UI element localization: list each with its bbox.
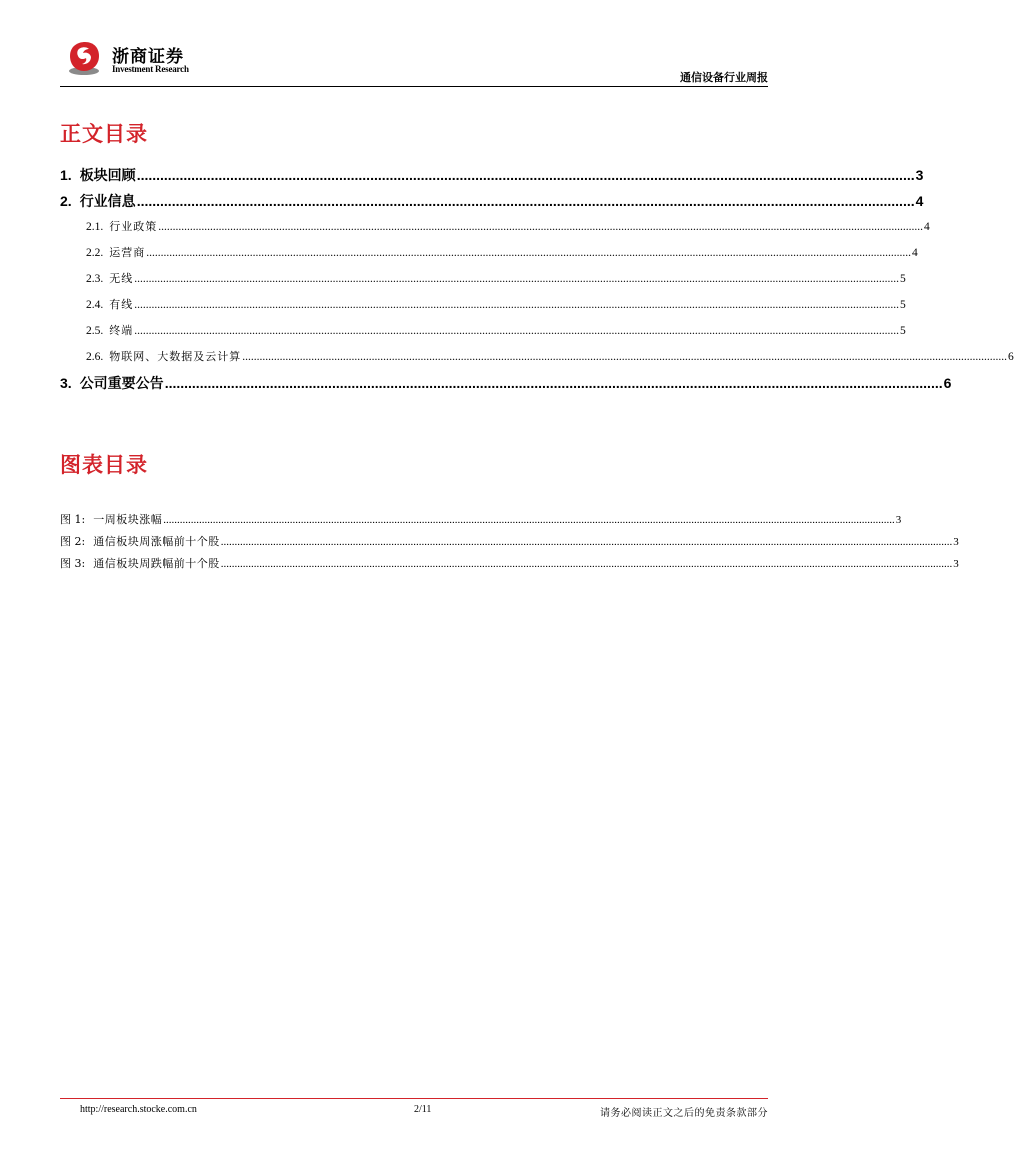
figure-entry-label: 通信板块周涨幅前十个股	[93, 535, 220, 548]
toc-entry-2[interactable]	[60, 191, 924, 211]
footer-disclaimer: 请务必阅读正文之后的免责条款部分	[600, 1108, 768, 1119]
toc-entry-page: 4	[912, 247, 918, 259]
toc-entry-label: 有线	[109, 298, 134, 311]
figure-entry-page: 3	[895, 514, 902, 526]
toc-leader: ..........................................................................................................................................................................................................................................................................	[158, 221, 923, 233]
toc-entry-number: 3.	[60, 375, 72, 391]
figure-entry-number: 图 1:	[60, 513, 86, 526]
toc-title: 正文目录	[60, 122, 148, 146]
toc-entry-page: 3	[915, 167, 924, 183]
toc-entry-2-4[interactable]	[86, 296, 906, 312]
page-number: 2/11	[414, 1104, 432, 1115]
toc-entry-1[interactable]	[60, 165, 924, 185]
toc-leader: ..........................................................................................................................................................................................................................................................................	[134, 299, 899, 311]
figure-leader: ..........................................................................................................................................................................................................................................................................	[163, 514, 895, 526]
toc-entry-page: 6	[1008, 351, 1014, 363]
header-divider	[60, 86, 768, 87]
page-header	[60, 38, 768, 88]
toc-entry-label: 无线	[109, 272, 134, 285]
toc-entry-number: 2.4.	[86, 299, 104, 311]
toc-entry-page: 5	[900, 299, 906, 311]
toc-entry-3[interactable]	[60, 373, 952, 393]
figure-leader: ..........................................................................................................................................................................................................................................................................	[220, 558, 953, 570]
toc-entry-number: 2.1.	[86, 221, 104, 233]
figure-entry-label: 一周板块涨幅	[93, 513, 163, 526]
toc-entry-2-6[interactable]	[86, 348, 1014, 364]
toc-entry-label: 行业信息	[79, 193, 136, 209]
toc-entry-number: 2.	[60, 193, 72, 209]
figure-entry-label: 通信板块周跌幅前十个股	[93, 557, 220, 570]
toc-entry-2-1[interactable]	[86, 218, 930, 234]
toc-entry-page: 4	[915, 193, 924, 209]
figure-entry-page: 3	[953, 558, 959, 570]
toc-entry-page: 5	[900, 273, 906, 285]
company-logo-icon	[66, 40, 102, 76]
toc-entry-page: 6	[943, 375, 952, 391]
toc-leader: ........................................................................................................................................................................................................	[136, 167, 915, 183]
toc-entry-label: 运营商	[109, 246, 146, 259]
toc-entry-label: 终端	[109, 324, 134, 337]
toc-entry-2-3[interactable]	[86, 270, 906, 286]
toc-leader: ........................................................................................................................................................................................................	[164, 375, 943, 391]
figure-entry-number: 图 3:	[60, 557, 86, 570]
toc-entry-label: 行业政策	[109, 220, 158, 233]
toc-entry-page: 4	[924, 221, 930, 233]
footer-url[interactable]: http://research.stocke.com.cn	[80, 1104, 197, 1115]
footer-divider	[60, 1098, 768, 1099]
figure-entry-page: 3	[953, 536, 959, 548]
toc-leader: ..........................................................................................................................................................................................................................................................................	[134, 273, 899, 285]
toc-entry-label: 物联网、大数据及云计算	[109, 350, 242, 363]
toc-leader: ..........................................................................................................................................................................................................................................................................	[242, 351, 1007, 363]
company-name-en: Investment Research	[112, 64, 189, 74]
toc-entry-label: 公司重要公告	[79, 375, 164, 391]
toc-entry-number: 2.3.	[86, 273, 104, 285]
figures-title: 图表目录	[60, 453, 148, 477]
toc-entry-number: 2.6.	[86, 351, 104, 363]
toc-entry-page: 5	[900, 325, 906, 337]
report-type: 通信设备行业周报	[680, 71, 768, 84]
toc-entry-number: 1.	[60, 167, 72, 183]
toc-leader: ..........................................................................................................................................................................................................................................................................	[146, 247, 911, 259]
toc-entry-label: 板块回顾	[79, 167, 136, 183]
figure-entry-3[interactable]	[60, 555, 959, 571]
figure-entry-number: 图 2:	[60, 535, 86, 548]
toc-leader: ..........................................................................................................................................................................................................................................................................	[134, 325, 899, 337]
figure-entry-1[interactable]	[60, 511, 902, 527]
toc-entry-number: 2.5.	[86, 325, 104, 337]
figure-entry-2[interactable]	[60, 533, 959, 549]
figure-leader: ..........................................................................................................................................................................................................................................................................	[220, 536, 953, 548]
toc-entry-2-5[interactable]	[86, 322, 906, 338]
company-name-cn: 浙商证券	[112, 47, 184, 67]
toc-leader: ........................................................................................................................................................................................................	[136, 193, 915, 209]
toc-entry-2-2[interactable]	[86, 244, 918, 260]
toc-entry-number: 2.2.	[86, 247, 104, 259]
